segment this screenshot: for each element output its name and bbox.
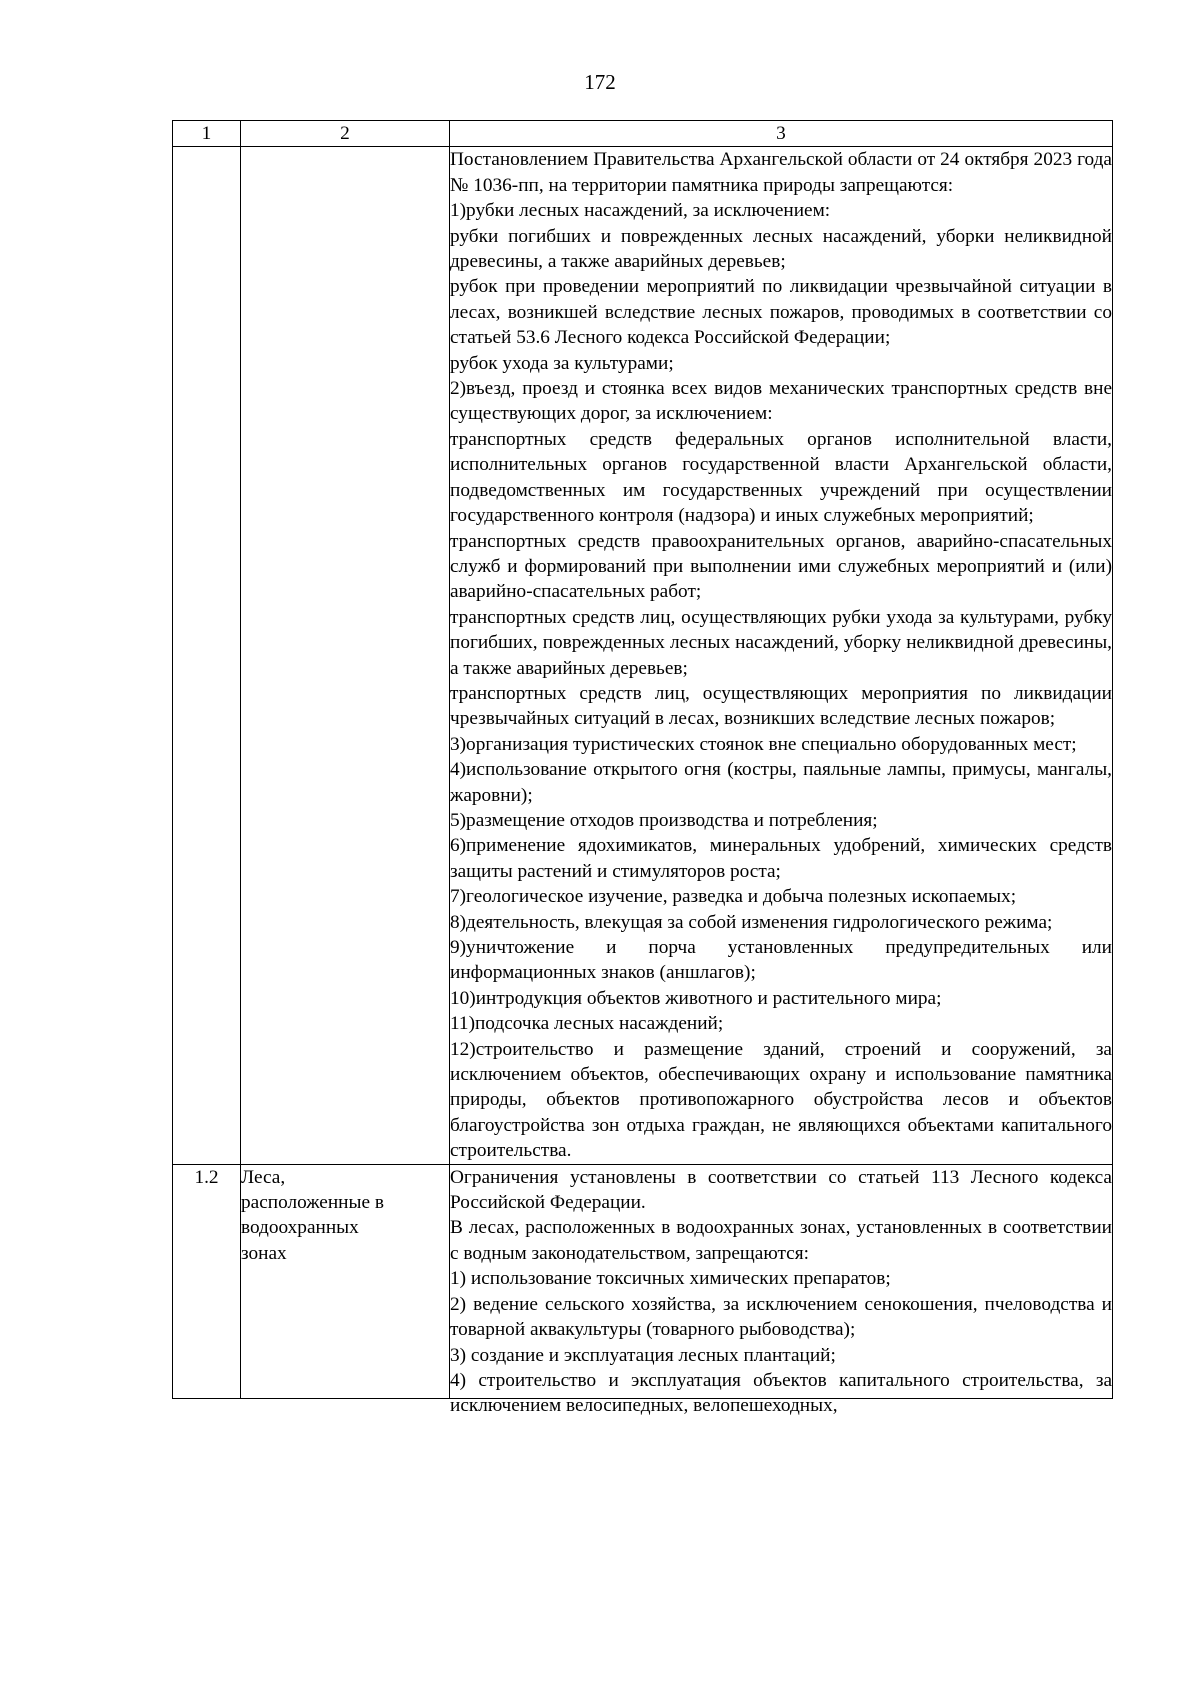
content-paragraph: 7)геологическое изучение, разведка и добыча полезных ископаемых; <box>450 886 1017 908</box>
content-paragraph: 1) использование токсичных химических препаратов; <box>450 1268 891 1290</box>
content-paragraph: 10)интродукция объектов животного и растительного мира; <box>450 987 942 1009</box>
content-paragraph: 8)деятельность, влекущая за собой изменения гидрологического режима; <box>450 911 1053 933</box>
row-name-line: зонах <box>241 1242 287 1264</box>
content-paragraph: рубок при проведении мероприятий по ликвидации чрезвычайной ситуации в лесах, возникшей вследствие лесных пожаров, проводимых в соответствии со статьей 53.6 Лесного кодекса Российской Федерации; <box>450 276 1112 349</box>
row-number <box>173 147 241 1164</box>
table-row <box>173 147 1113 1164</box>
row-name-line: водоохранных <box>241 1217 359 1239</box>
row-name <box>241 1164 450 1398</box>
restrictions-table <box>172 120 1113 1417</box>
row-name-line: Леса, <box>241 1166 286 1188</box>
content-paragraph: транспортных средств лиц, осуществляющих мероприятия по ликвидации чрезвычайных ситуаций в лесах, возникших вследствие лесных пожаров; <box>450 682 1112 730</box>
row-content-clip <box>450 1165 1112 1417</box>
content-paragraph: 1)рубки лесных насаждений, за исключением: <box>450 200 831 222</box>
row-number: 1.2 <box>173 1164 241 1398</box>
content-paragraph: 6)применение ядохимикатов, минеральных удобрений, химических средств защиты растений и стимуляторов роста; <box>450 835 1112 882</box>
content-paragraph: В лесах, расположенных в водоохранных зонах, установленных в соответствии с водным законодательством, запрещаются: <box>450 1217 1112 1264</box>
content-paragraph: 4)использование открытого огня (костры, паяльные лампы, примусы, мангалы, жаровни); <box>450 759 1112 806</box>
row-content <box>450 147 1113 1164</box>
content-paragraph: 3) создание и эксплуатация лесных плантаций; <box>450 1344 836 1366</box>
content-paragraph: 5)размещение отходов производства и потребления; <box>450 809 878 831</box>
column-header-1: 1 <box>173 121 241 147</box>
content-paragraph: транспортных средств лиц, осуществляющих рубки ухода за культурами, рубку погибших, поврежденных лесных насаждений, уборку неликвидной древесины, а также аварийных деревьев; <box>450 606 1112 679</box>
content-paragraph: транспортных средств правоохранительных органов, аварийно-спасательных служб и формирований при выполнении ими служебных мероприятий и (или) аварийно-спасательных работ; <box>450 530 1112 603</box>
content-paragraph: 2)въезд, проезд и стоянка всех видов механических транспортных средств вне существующих дорог, за исключением: <box>450 378 1112 425</box>
content-paragraph: 4) строительство и эксплуатация объектов капитального строительства, за исключением велосипедных, велопешеходных, <box>450 1369 1112 1417</box>
content-paragraph: рубки погибших и поврежденных лесных насаждений, уборки неликвидной древесины, а также аварийных деревьев; <box>450 225 1112 273</box>
table-row <box>173 1164 1113 1398</box>
content-paragraph: Постановлением Правительства Архангельской области от 24 октября 2023 года № 1036-пп, на территории памятника природы запрещаются: <box>450 149 1112 196</box>
content-paragraph: 9)уничтожение и порча установленных предупредительных или информационных знаков (аншлагов); <box>450 937 1112 984</box>
column-header-3: 3 <box>450 121 1113 147</box>
row-name <box>241 147 450 1164</box>
content-paragraph: Ограничения установлены в соответствии со статьей 113 Лесного кодекса Российской Федерации. <box>450 1166 1112 1214</box>
page-number: 172 <box>584 70 616 94</box>
content-paragraph: 3)организация туристических стоянок вне специально оборудованных мест; <box>450 733 1077 755</box>
table-header-row <box>173 121 1113 147</box>
content-paragraph: транспортных средств федеральных органов исполнительной власти, исполнительных органов государственной власти Архангельской области, подведомственных им государственных учреждений при осуществлении государственного контроля (надзора) и иных служебных мероприятий; <box>450 428 1112 527</box>
column-header-2: 2 <box>241 121 450 147</box>
content-paragraph: 2) ведение сельского хозяйства, за исключением сенокошения, пчеловодства и товарной аквакультуры (товарного рыбоводства); <box>450 1293 1112 1341</box>
row-name-line: расположенные в <box>241 1192 384 1214</box>
content-paragraph: 11)подсочка лесных насаждений; <box>450 1013 724 1035</box>
content-paragraph: 12)строительство и размещение зданий, строений и сооружений, за исключением объектов, обеспечивающих охрану и использование памятника природы, объектов противопожарного обустройства лесов и объектов благоустройства зон отдыха граждан, не являющихся объектами капитального строительства. <box>450 1038 1112 1162</box>
row-content <box>450 1164 1113 1417</box>
content-paragraph: рубок ухода за культурами; <box>450 352 674 374</box>
